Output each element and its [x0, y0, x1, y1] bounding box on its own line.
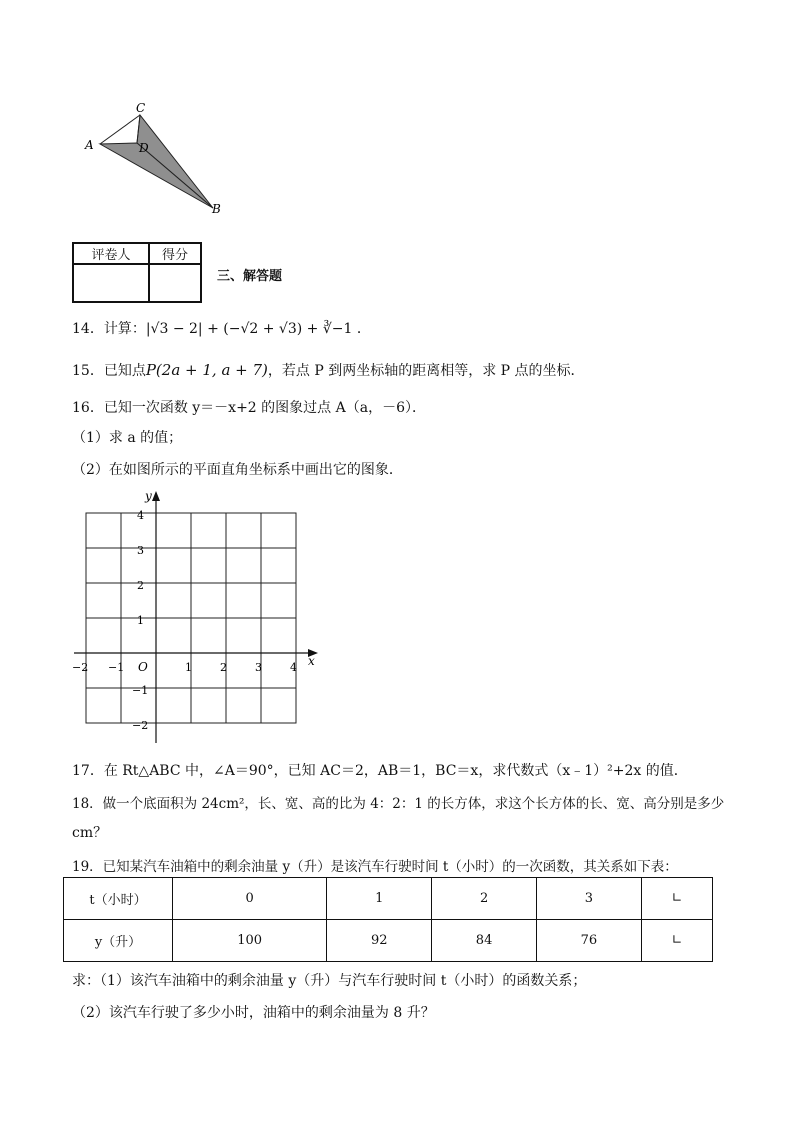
fuel-table-row-time — [64, 878, 713, 920]
table-cell: ∟ — [641, 878, 712, 920]
fuel-table — [63, 877, 713, 962]
y-axis-arrow — [152, 491, 160, 501]
y-tick-4: 4 — [137, 509, 144, 522]
label-a: A — [85, 138, 94, 152]
table-cell: 92 — [327, 920, 432, 962]
table-cell: 0 — [173, 878, 327, 920]
x-tick-1: 1 — [185, 661, 192, 674]
q14-prefix: 14．计算： — [72, 321, 146, 337]
x-tick-neg1: −1 — [108, 661, 125, 674]
origin-label: O — [138, 660, 148, 674]
x-tick-neg2: −2 — [72, 661, 89, 674]
q14-expression: |√3 − 2| + (−√2 + √3) + ∛−1 ． — [145, 321, 371, 337]
table-cell: ∟ — [641, 920, 712, 962]
y-tick-neg1: −1 — [132, 684, 149, 697]
label-b: B — [212, 202, 221, 216]
q15-point: P(2a + 1, a + 7) — [145, 361, 268, 379]
question-15 — [72, 360, 585, 380]
y-tick-3: 3 — [137, 544, 144, 557]
section-heading: 三、解答题 — [217, 269, 283, 284]
score-box-grader: 评卷人 — [73, 243, 149, 264]
y-axis-label: y — [145, 489, 152, 503]
q15-rest: ，若点 P 到两坐标轴的距离相等，求 P 点的坐标． — [267, 363, 585, 379]
question-19-ask1: 求：（1）该汽车油箱中的剩余油量 y（升）与汽车行驶时间 t（小时）的函数关系； — [72, 973, 587, 989]
y-tick-2: 2 — [137, 579, 144, 592]
table-cell: t（小时） — [64, 878, 173, 920]
table-cell: 1 — [327, 878, 432, 920]
question-18-line2: cm？ — [72, 825, 108, 841]
fuel-table-row-oil — [64, 920, 713, 962]
question-19-ask2: （2）该汽车行驶了多少小时，油箱中的剩余油量为 8 升？ — [72, 1005, 435, 1021]
table-cell: 76 — [537, 920, 642, 962]
score-box-score: 得分 — [149, 243, 201, 264]
question-16-stem: 16．已知一次函数 y＝－x+2 的图象过点 A（a，－6）． — [72, 400, 426, 416]
table-cell: 84 — [432, 920, 537, 962]
question-19-stem: 19．已知某汽车油箱中的剩余油量 y（升）是该汽车行驶时间 t（小时）的一次函数，其关系如下表： — [72, 859, 678, 875]
x-tick-3: 3 — [255, 661, 262, 674]
triangle-figure — [80, 100, 230, 220]
question-18-line1: 18．做一个底面积为 24cm²，长、宽、高的比为 4：2：1 的长方体，求这个长方体的长、宽、高分别是多少 — [72, 796, 725, 812]
score-box-score-cell[interactable] — [149, 264, 201, 302]
y-tick-neg2: −2 — [132, 719, 149, 732]
label-c: C — [136, 101, 146, 115]
label-d: D — [139, 141, 149, 155]
question-17: 17．在 Rt△ABC 中，∠A＝90°，已知 AC＝2，AB＝1，BC＝x，求代数式（x﹣1）²+2x 的值． — [72, 763, 688, 779]
table-cell: 2 — [432, 878, 537, 920]
question-14 — [72, 318, 371, 338]
question-16-part2: （2）在如图所示的平面直角坐标系中画出它的图象． — [72, 462, 403, 478]
x-axis-label: x — [308, 654, 315, 668]
question-16-part1: （1）求 a 的值； — [72, 430, 183, 446]
score-box — [72, 242, 202, 303]
coordinate-grid — [70, 485, 330, 750]
table-cell: y（升） — [64, 920, 173, 962]
q15-prefix: 15．已知点 — [72, 363, 146, 379]
x-tick-4: 4 — [290, 661, 297, 674]
segment-ac — [100, 115, 140, 144]
score-box-grader-cell[interactable] — [73, 264, 149, 302]
table-cell: 100 — [173, 920, 327, 962]
table-cell: 3 — [537, 878, 642, 920]
x-tick-2: 2 — [220, 661, 227, 674]
y-tick-1: 1 — [137, 614, 144, 627]
